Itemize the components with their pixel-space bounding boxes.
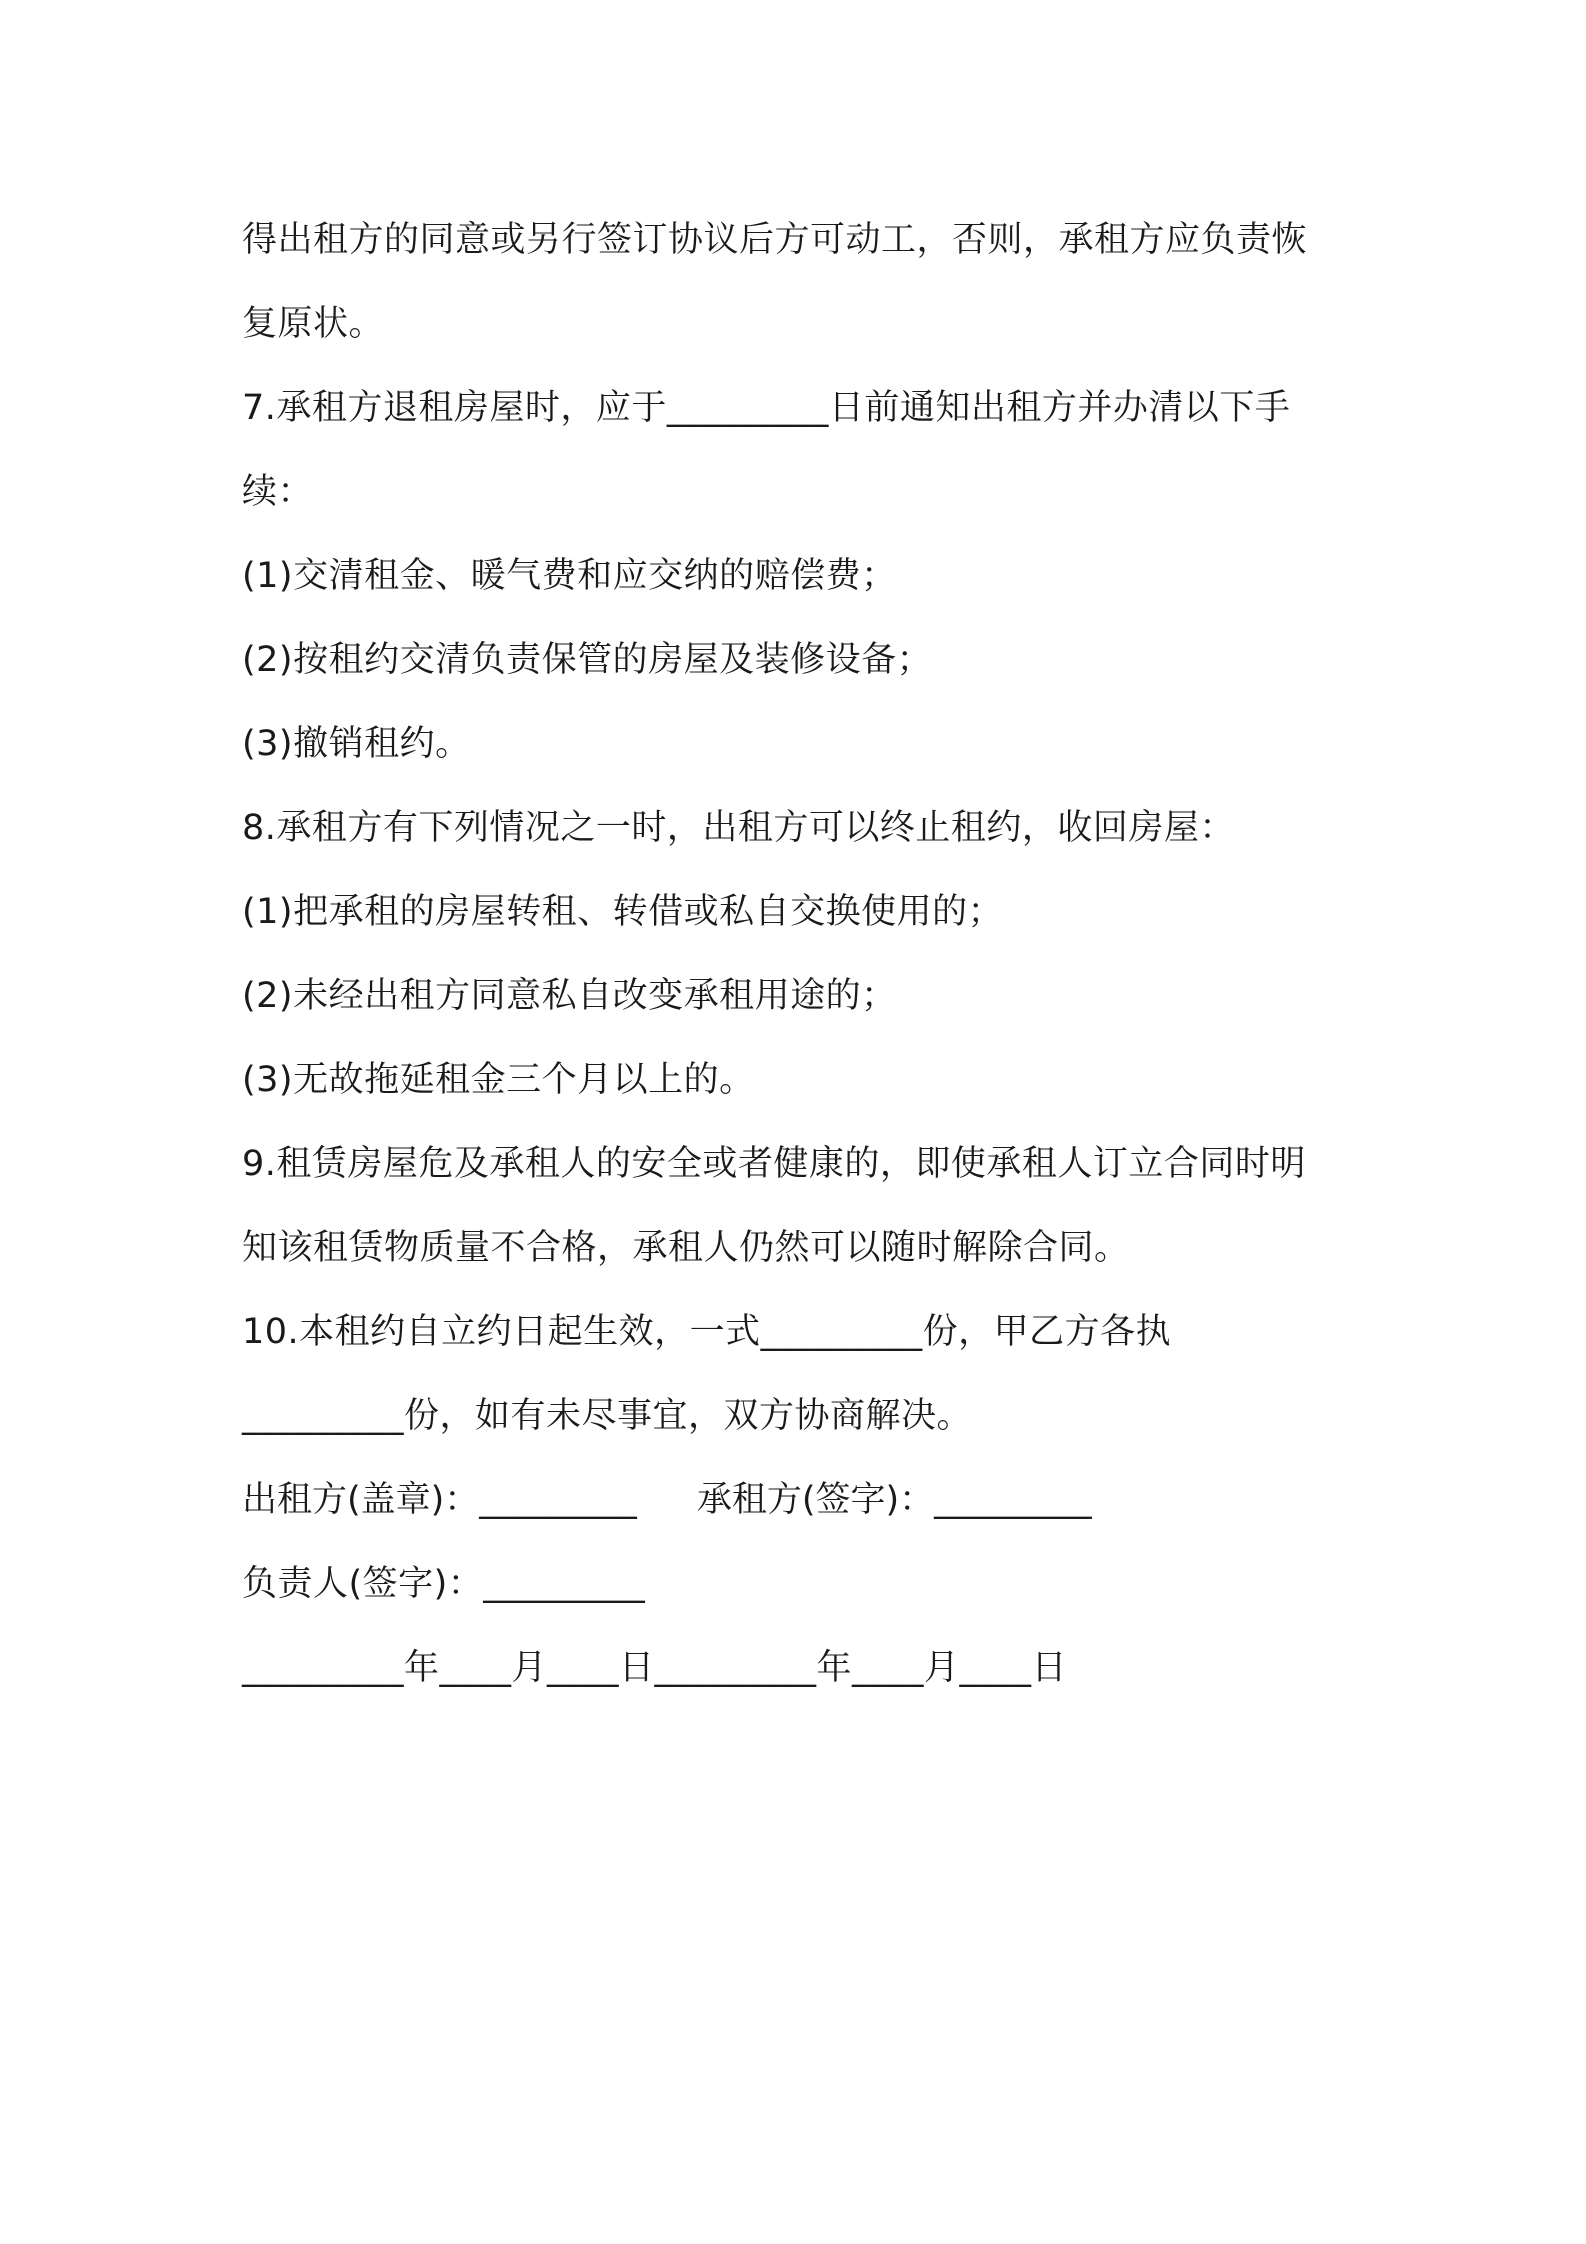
text-line: 复原状。 (242, 304, 385, 344)
clause-7: 7.承租方退租房屋时，应于_________日前通知出租方并办清以下手 (242, 388, 1291, 428)
text-line: 得出租方的同意或另行签订协议后方可动工，否则，承租方应负责恢 (242, 220, 1308, 260)
clause-7-item-3: (3)撤销租约。 (242, 724, 471, 764)
text-line: _________份，如有未尽事宜，双方协商解决。 (242, 1396, 973, 1436)
clause-8-item-1: (1)把承租的房屋转租、转借或私自交换使用的； (242, 892, 1004, 932)
text-line: 知该租赁物质量不合格，承租人仍然可以随时解除合同。 (242, 1228, 1130, 1268)
clause-8: 8.承租方有下列情况之一时，出租方可以终止租约，收回房屋： (242, 808, 1235, 848)
text-line: 续： (242, 472, 314, 512)
clause-10: 10.本租约自立约日起生效，一式_________份，甲乙方各执 (242, 1312, 1172, 1352)
clause-8-item-2: (2)未经出租方同意私自改变承租用途的； (242, 976, 897, 1016)
lessee-signature: 承租方(签字)：_________ (696, 1480, 1092, 1520)
signature-row (242, 1458, 1362, 1542)
clause-7-item-1: (1)交清租金、暖气费和应交纳的赔偿费； (242, 556, 897, 596)
document-body (242, 198, 1362, 1710)
lessor-signature: 出租方(盖章)：_________ (242, 1480, 637, 1520)
clause-7-item-2: (2)按租约交清负责保管的房屋及装修设备； (242, 640, 933, 680)
clause-8-item-3: (3)无故拖延租金三个月以上的。 (242, 1060, 755, 1100)
clause-9: 9.租赁房屋危及承租人的安全或者健康的，即使承租人订立合同时明 (242, 1144, 1306, 1184)
date-line: _________年____月____日_________年____月____日 (242, 1648, 1068, 1688)
responsible-signature: 负责人(签字)：_________ (242, 1564, 646, 1604)
